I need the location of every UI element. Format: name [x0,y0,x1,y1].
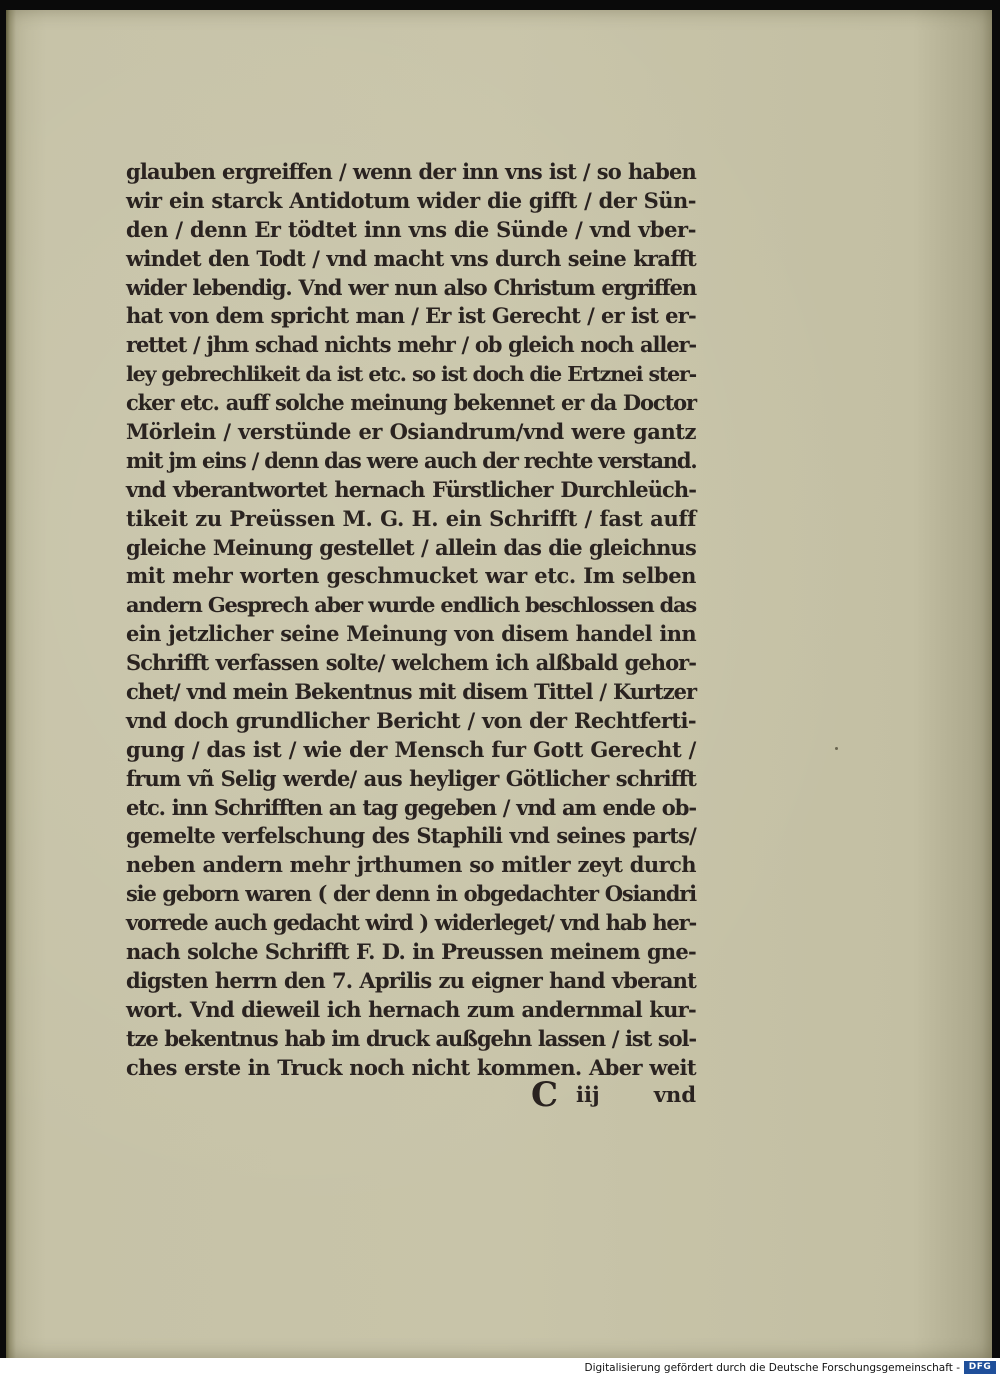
text-line: wider lebendig. Vnd wer nun also Christum ergriffen [126,274,696,300]
catchword: vnd [653,1082,696,1107]
text-line: nach solche Schrifft F. D. in Preussen meinem gne- [126,939,696,965]
text-line: digsten herrn den 7. Aprilis zu eigner hand vberant [126,967,696,993]
signature-line [126,1075,696,1115]
text-line: Mörlein / verstünde er Osiandrum/vnd were gantz [126,419,696,445]
footer-bar [0,1358,1000,1378]
text-line: etc. inn Schrifften an tag gegeben / vnd am ende ob- [126,794,696,820]
paper-speck [835,747,838,750]
text-line: rettet / jhm schad nichts mehr / ob gleich noch aller- [126,332,696,358]
text-line: wort. Vnd dieweil ich hernach zum andernmal kur- [126,996,696,1022]
signature-number: iij [576,1082,600,1107]
page-body-text [126,158,696,1083]
text-line: vnd doch grundlicher Bericht / von der Rechtferti- [126,707,696,733]
text-line: ches erste in Truck noch nicht kommen. Aber weit [126,1054,696,1080]
dfg-logo: DFG [964,1361,996,1374]
text-line: cker etc. auff solche meinung bekennet er da Doctor [126,390,696,416]
text-line: mit mehr worten geschmucket war etc. Im selben [126,563,696,589]
text-line: sie geborn waren ( der denn in obgedachter Osiandri [126,881,696,907]
text-line: windet den Todt / vnd macht vns durch seine krafft [126,245,696,271]
scanned-book-page [6,10,992,1358]
text-line: frum vñ Selig werde/ aus heyliger Götlicher schrifft [126,765,696,791]
signature-mark: C [531,1075,559,1115]
text-line: hat von dem spricht man / Er ist Gerecht / er ist er- [126,303,696,329]
text-line: neben andern mehr jrthumen so mitler zeyt durch [126,852,696,878]
text-line: gleiche Meinung gestellet / allein das die gleichnus [126,534,696,560]
text-line: tikeit zu Preüssen M. G. H. ein Schrifft / fast auff [126,505,696,531]
text-line: ley gebrechlikeit da ist etc. so ist doch die Ertznei ster- [126,362,696,387]
text-line: wir ein starck Antidotum wider die gifft / der Sün- [126,187,696,213]
text-line: andern Gesprech aber wurde endlich beschlossen das [126,592,696,618]
text-line: gemelte verfelschung des Staphili vnd seines parts/ [126,823,696,849]
funding-credit: Digitalisierung gefördert durch die Deutsche Forschungsgemeinschaft - [584,1362,960,1374]
text-line: chet/ vnd mein Bekentnus mit disem Tittel / Kurtzer [126,679,696,705]
text-line: ein jetzlicher seine Meinung von disem handel inn [126,621,696,647]
text-line: den / denn Er tödtet inn vns die Sünde / vnd vber- [126,216,696,242]
text-line: vnd vberantwortet hernach Fürstlicher Durchleüch- [126,476,696,502]
text-line: Schrifft verfassen solte/ welchem ich alßbald gehor- [126,650,696,676]
text-line: tze bekentnus hab im druck außgehn lassen / ist sol- [126,1025,696,1051]
text-line: glauben ergreiffen / wenn der inn vns ist / so haben [126,159,696,184]
text-line: gung / das ist / wie der Mensch fur Gott Gerecht / [126,736,696,762]
text-line: vorrede auch gedacht wird ) widerleget/ vnd hab her- [126,910,696,936]
text-line: mit jm eins / denn das were auch der rechte verstand. [126,447,697,473]
